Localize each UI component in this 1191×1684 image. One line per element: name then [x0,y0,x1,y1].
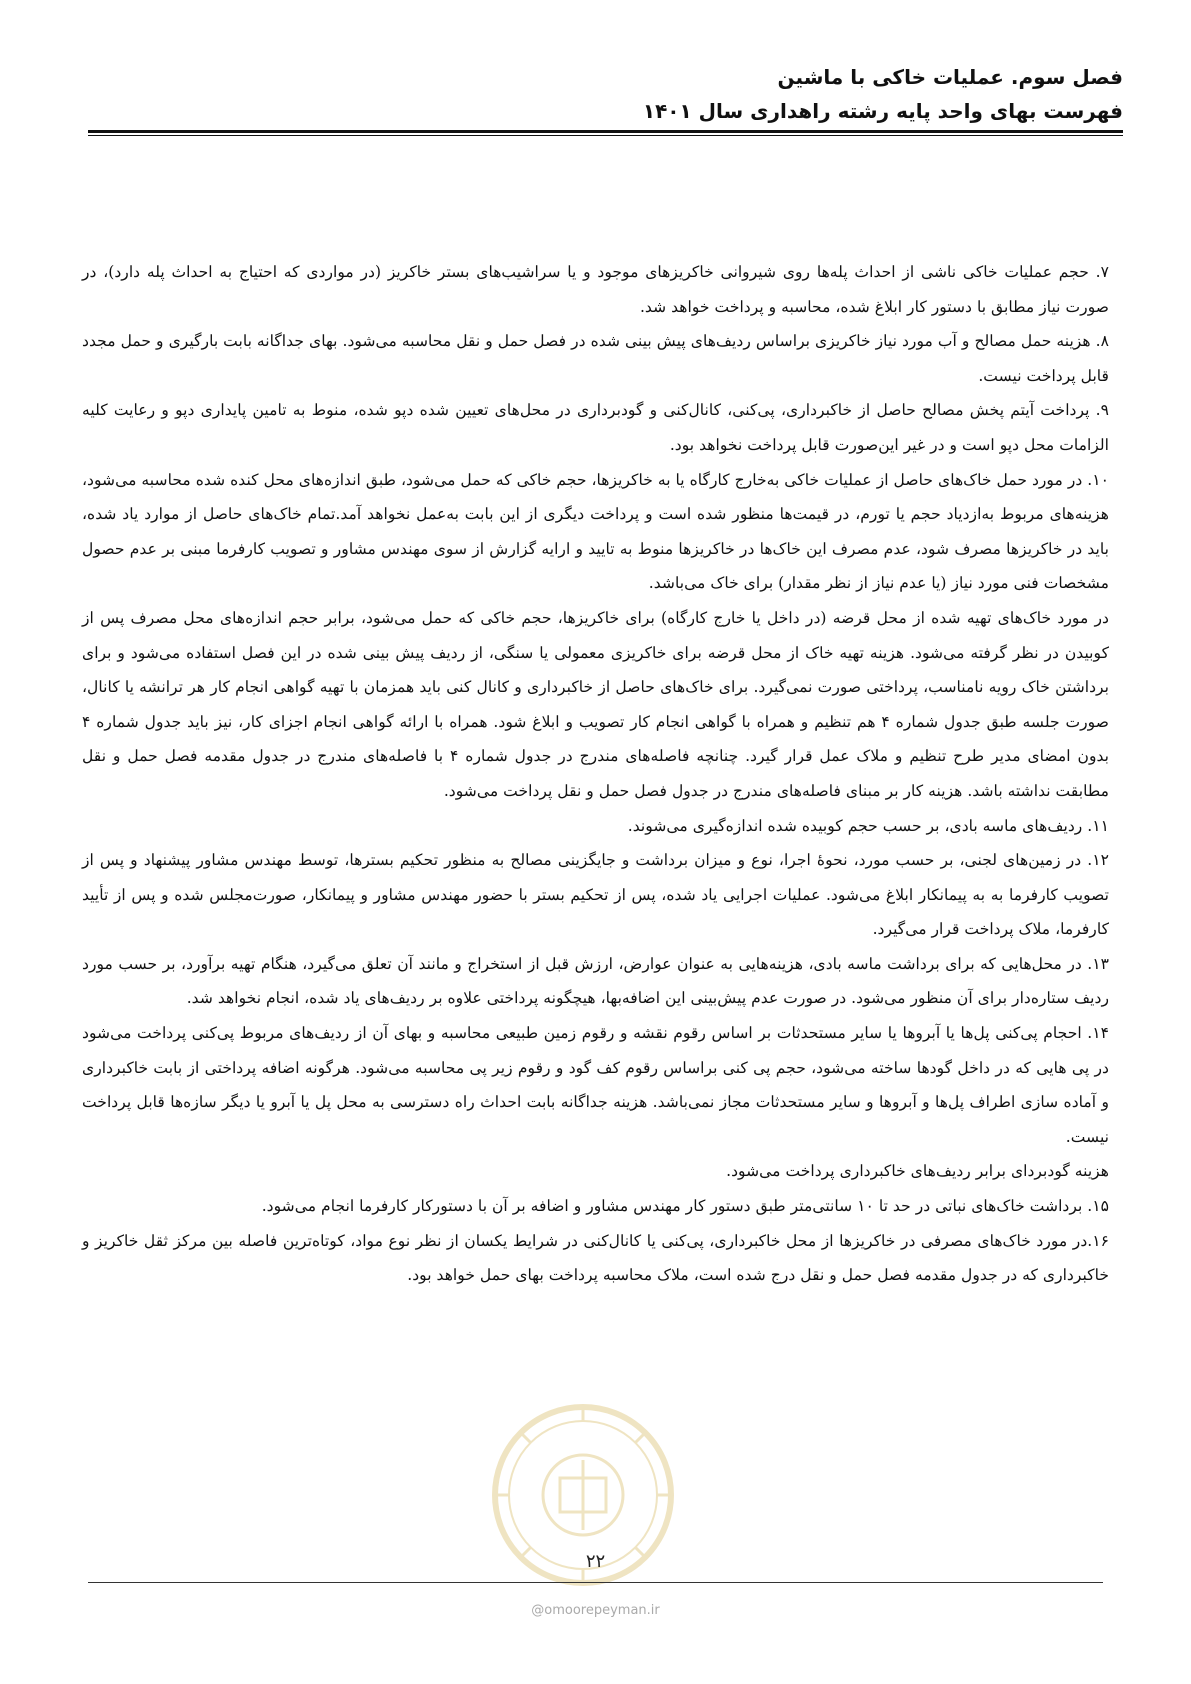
catalog-title: فهرست بهای واحد پایه رشته راهداری سال ۱۴۰۱ [642,99,1123,123]
header-divider-thick [88,130,1123,133]
page-number: ۲۲ [585,1551,606,1572]
chapter-title: فصل سوم. عملیات خاکی با ماشین [777,65,1123,89]
paragraph-item-14: ۱۴. احجام پی‌کنی پل‌ها یا آبروها یا سایر مستحدثات بر اساس رقوم نقشه و رقوم زمین طبیعی محاسبه و بهای آن از ردیف‌های مربوط پی‌کنی پرداخت می‌شود در پی هایی که در داخل گودها ساخته می‌شود، حجم پی کنی براساس رقوم کف گود و رقوم زیر پی محاسبه می‌شود. هرگونه اضافه پرداختی از بابت خاکبرداری و آماده سازی اطراف پل‌ها و آبروها و سایر مستحدثات مجاز نمی‌باشد. هزینه جداگانه بابت احداث راه دسترسی به محل پل یا آبرو یا دیگر سازه‌ها قابل پرداخت نیست. [82,1024,1109,1146]
paragraph-excavation-cost: هزینه گودبردای برابر ردیف‌های خاکبرداری پرداخت می‌شود. [726,1162,1109,1181]
document-body [82,255,1109,1293]
paragraph-borrow-pit: در مورد خاک‌های تهیه شده از محل قرضه (در داخل یا خارج کارگاه) برای خاکریزها، حجم خاکی که حمل می‌شود، برابر حجم اندازه‌های محل مصرف پس از کوبیدن در نظر گرفته می‌شود. هزینه تهیه خاک از محل قرضه برای خاکریزی معمولی یا سنگی، از ردیف پیش بینی شده در این فصل استفاده می‌شود و برای برداشتن خاک رویه نامناسب، پرداختی صورت نمی‌گیرد. برای خاک‌های حاصل از خاکبرداری و کانال کنی باید همزمان با تهیه گواهی انجام کار هر ترانشه یا کانال، صورت جلسه طبق جدول شماره ۴ هم تنظیم و همراه با گواهی انجام کار تصویب و ابلاغ شود. همراه با ارائه گواهی انجام اجزای کار، نیز باید جدول شماره ۴ بدون امضای مدیر طرح تنظیم و ملاک عمل قرار گیرد. چنانچه فاصله‌های مندرج در جدول شماره ۴ با فاصله‌های مندرج در جدول مقدمه فصل حمل و نقل مطابقت نداشته باشد. هزینه کار بر مبنای فاصله‌های مندرج در جدول فصل حمل و نقل پرداخت می‌شود. [82,608,1109,800]
page-header [88,60,1123,128]
paragraph-item-8: ۸. هزینه حمل مصالح و آب مورد نیاز خاکریزی براساس ردیف‌های پیش بینی شده در فصل حمل و نقل محاسبه می‌شود. بهای جداگانه بابت بارگیری و حمل مجدد قابل پرداخت نیست. [82,332,1109,385]
footer-divider [88,1582,1103,1583]
paragraph-item-7: ۷. حجم عملیات خاکی ناشی از احداث پله‌ها روی شیروانی خاکریزهای موجود و یا سراشیب‌های بستر خاکریز (در مواردی که احتیاج به احداث پله دارد)، در صورت نیاز مطابق با دستور کار ابلاغ شده، محاسبه و پرداخت خواهد شد. [82,263,1109,316]
paragraph-item-10: ۱۰. در مورد حمل خاک‌های حاصل از عملیات خاکی به‌خارج کارگاه یا به خاکریزها، حجم خاکی که حمل می‌شود، طبق اندازه‌های محل کنده شده محاسبه می‌شود، هزینه‌های مربوط به‌ازدیاد حجم یا تورم، در قیمت‌ها منظور شده است و پرداخت دیگری از این بابت به‌عمل نخواهد آمد.تمام خاک‌های حاصل از موارد یاد شده، باید در خاکریزها مصرف شود، عدم مصرف این خاک‌ها در خاکریزها منوط به تایید و ارایه گزارش از سوی مهندس مشاور و تصویب کارفرما مبنی بر عدم حصول مشخصات فنی مورد نیاز (یا عدم نیاز از نظر مقدار) برای خاک می‌باشد. [82,470,1109,593]
paragraph-item-9: ۹. پرداخت آیتم پخش مصالح حاصل از خاکبرداری، پی‌کنی، کانال‌کنی و گودبرداری در محل‌های تعیین شده دپو شده، منوط به تامین پایداری دپو و رعایت کلیه الزامات محل دپو است و در غیر این‌صورت قابل پرداخت نخواهد بود. [82,401,1109,454]
website-watermark: @omoorepeyman.ir [531,1603,660,1618]
paragraph-item-13: ۱۳. در محل‌هایی که برای برداشت ماسه بادی، هزینه‌هایی به عنوان عوارض، ارزش قبل از استخراج و مانند آن تعلق می‌گیرد، هنگام تهیه برآورد، بر حسب مورد ردیف ستاره‌دار برای آن منظور می‌شود. در صورت عدم پیش‌بینی این اضافه‌بها، هیچگونه پرداختی علاوه بر ردیف‌های یاد شده، انجام نخواهد شد. [82,954,1109,1008]
header-divider-thin [88,135,1123,136]
paragraph-item-12: ۱۲. در زمین‌های لجنی، بر حسب مورد، نحوهٔ اجرا، نوع و میزان برداشت و جایگزینی مصالح به منظور تحکیم بسترها، توسط مهندس مشاور پیشنهاد و پس از تصویب کارفرما به به پیمانکار ابلاغ می‌شود. عملیات اجرایی یاد شده، پس از تحکیم بستر با حضور مهندس مشاور و پیمانکار، صورت‌مجلس شده و پس از تأیید کارفرما، ملاک پرداخت قرار می‌گیرد. [82,851,1109,939]
paragraph-item-15: ۱۵. برداشت خاک‌های نباتی در حد تا ۱۰ سانتی‌متر طبق دستور کار مهندس مشاور و اضافه بر آن با دستورکار کارفرما انجام می‌شود. [261,1197,1109,1216]
paragraph-item-16: ۱۶.در مورد خاک‌های مصرفی در خاکریزها از محل خاکبرداری، پی‌کنی یا کانال‌کنی در شرایط یکسان از نظر نوع مواد، کوتاه‌ترین فاصله بین مرکز ثقل خاکریز و خاکبرداری که در جدول مقدمه فصل حمل و نقل درج شده است، ملاک محاسبه پرداخت بهای حمل خواهد بود. [82,1231,1109,1285]
paragraph-item-11: ۱۱. ردیف‌های ماسه بادی، بر حسب حجم کوبیده شده اندازه‌گیری می‌شوند. [627,816,1109,835]
